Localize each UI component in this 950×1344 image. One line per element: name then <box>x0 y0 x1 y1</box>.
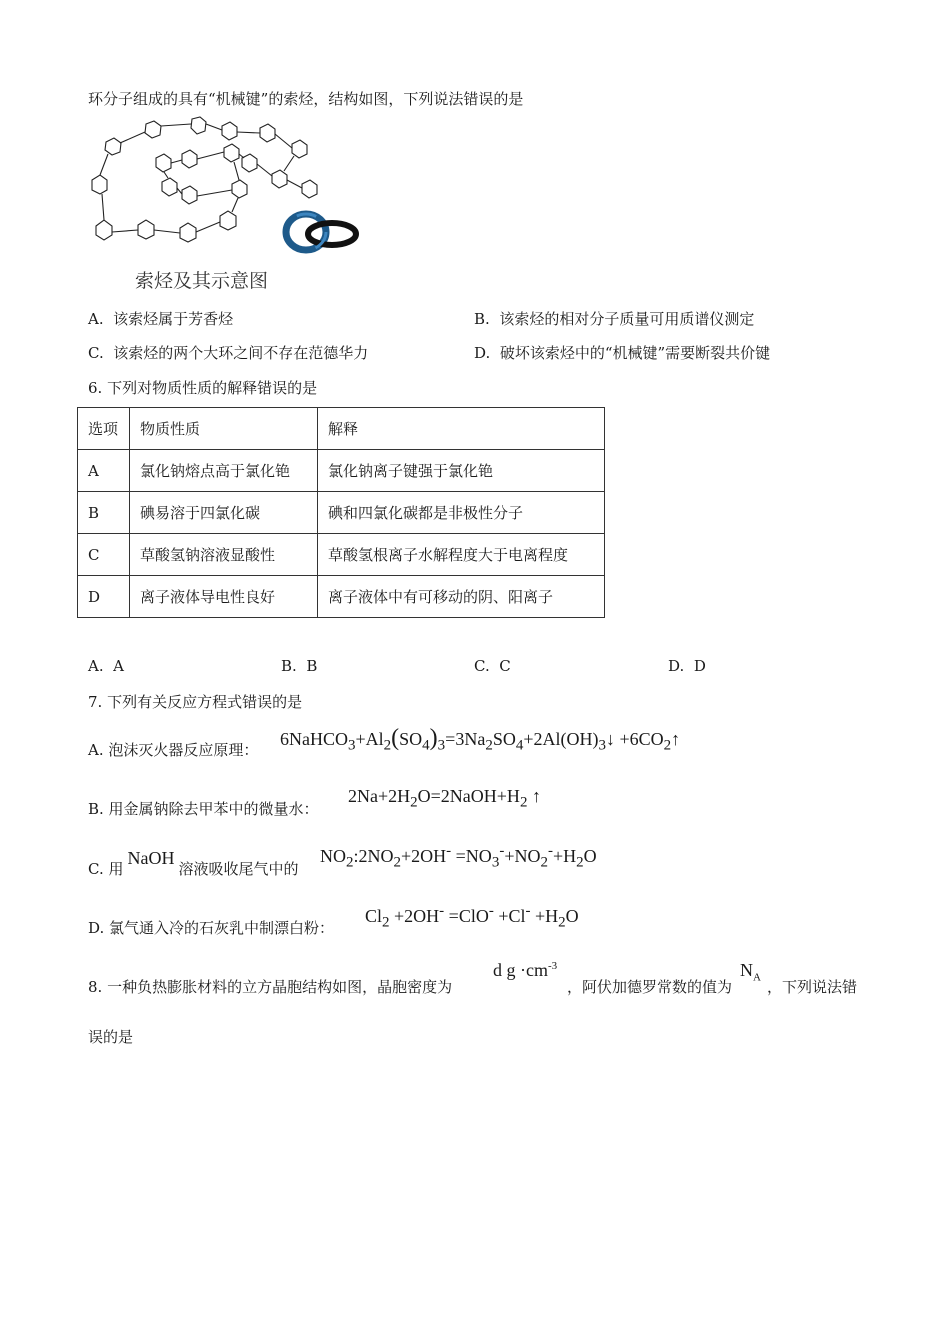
option-label: B. <box>474 310 490 328</box>
table-cell: C <box>78 534 130 576</box>
table-row <box>78 576 605 618</box>
option-text: 该索烃的相对分子质量可用质谱仪测定 <box>499 310 755 328</box>
option-text: B <box>306 657 318 675</box>
table-cell: 碘易溶于四氯化碳 <box>130 492 318 534</box>
q5-option-b <box>474 308 754 329</box>
q6-option-d <box>668 657 706 675</box>
benzene-ring <box>260 124 275 142</box>
table-cell: A <box>78 450 130 492</box>
table-row <box>78 534 605 576</box>
option-text: 该索烃的两个大环之间不存在范德华力 <box>113 344 369 362</box>
benzene-ring <box>162 178 177 196</box>
q5-option-a <box>88 308 233 329</box>
option-label: D. <box>668 657 685 675</box>
option-label: A. <box>88 310 104 328</box>
benzene-ring <box>92 175 107 194</box>
table-cell: D <box>78 576 130 618</box>
table-cell: B <box>78 492 130 534</box>
benzene-ring <box>302 180 317 198</box>
q8-density: d $g \cdot cm^{-3}$ <box>493 960 558 980</box>
q8-stem-part2: ，阿伏加德罗常数的值为 <box>567 978 733 996</box>
option-text: D <box>693 657 706 675</box>
table-cell: 草酸氢钠溶液显酸性 <box>130 534 318 576</box>
q7-equation-b: $2Na+2H_2O=2NaOH+H_2$ ↑ <box>348 786 541 811</box>
q5-option-d <box>474 342 770 363</box>
option-text: 该索烃属于芳香烃 <box>113 310 234 328</box>
catenane-structure-figure <box>84 114 364 264</box>
benzene-ring <box>272 170 287 188</box>
benzene-ring <box>220 211 236 230</box>
naoh-formula: NaOH <box>127 848 175 868</box>
table-header-cell: 选项 <box>78 408 130 450</box>
benzene-ring <box>191 117 206 134</box>
benzene-ring <box>182 186 197 204</box>
q6-stem: 6. 下列对物质性质的解释错误的是 <box>88 379 318 397</box>
q7-option-a-text: A. 泡沫灭火器反应原理： <box>88 741 259 759</box>
benzene-ring <box>138 220 154 239</box>
table-cell: 离子液体中有可移动的阴、阳离子 <box>318 576 605 618</box>
option-label: C. <box>88 344 104 362</box>
q5-stem: 环分子组成的具有“机械键”的索烃，结构如图，下列说法错误的是 <box>88 90 524 108</box>
q5-option-c <box>88 342 368 363</box>
q6-option-b <box>281 657 317 675</box>
benzene-ring <box>145 121 161 138</box>
q7-equation-a: $6NaHCO_3+Al_2(SO_4)_3=3Na_2SO_4+2Al(OH)_3↓$ $+6CO_2↑$ <box>280 725 681 754</box>
benzene-ring <box>222 122 237 140</box>
q7-equation-d: $Cl_2 +2OH^- =ClO^- +Cl^- +H_2O$ <box>365 903 579 931</box>
benzene-ring <box>180 223 196 242</box>
q6-option-c <box>474 657 511 675</box>
table-cell: 草酸氢根离子水解程度大于电离程度 <box>318 534 605 576</box>
benzene-ring <box>232 180 247 198</box>
benzene-ring <box>242 154 257 172</box>
table-cell: 氯化钠离子键强于氯化铯 <box>318 450 605 492</box>
q7-option-c-text: C. 用NaOH溶液吸收尾气中的 <box>88 848 299 878</box>
table-cell: 离子液体导电性良好 <box>130 576 318 618</box>
option-label: A. <box>88 657 104 675</box>
benzene-ring <box>182 150 197 168</box>
q7-option-d-text: D. 氯气通入冷的石灰乳中制漂白粉： <box>88 919 335 937</box>
benzene-ring <box>156 154 171 172</box>
option-label: B. <box>281 657 297 675</box>
q7-stem: 7. 下列有关反应方程式错误的是 <box>88 693 303 711</box>
table-row <box>78 450 605 492</box>
option-text: 破坏该索烃中的“机械键”需要断裂共价键 <box>499 344 771 362</box>
q7-option-b-text: B. 用金属钠除去甲苯中的微量水： <box>88 800 319 818</box>
q8-stem-part3: ，下列说法错 <box>767 978 858 996</box>
table-cell: 碘和四氯化碳都是非极性分子 <box>318 492 605 534</box>
q6-table <box>77 407 605 618</box>
table-header-cell: 解释 <box>318 408 605 450</box>
table-cell: 氯化钠熔点高于氯化铯 <box>130 450 318 492</box>
option-label: C. <box>474 657 490 675</box>
option-label: D. <box>474 344 491 362</box>
q6-option-a <box>88 657 124 675</box>
benzene-ring <box>292 140 307 158</box>
figure-caption: 索烃及其示意图 <box>135 270 269 292</box>
q8-stem-part1: 8. 一种负热膨胀材料的立方晶胞结构如图，晶胞密度为 <box>88 978 453 996</box>
benzene-ring <box>96 220 112 240</box>
benzene-ring <box>224 144 239 162</box>
option-text: C <box>499 657 511 675</box>
table-row <box>78 492 605 534</box>
benzene-ring <box>105 138 121 155</box>
interlocked-rings-icon <box>286 214 356 250</box>
table-header-cell: 物质性质 <box>130 408 318 450</box>
q7-equation-c: $NO_2:2NO_2+2OH^- =NO_3^-+NO_2^-+H_2O$ <box>320 843 597 871</box>
q8-stem-part4: 误的是 <box>88 1028 134 1046</box>
table-header-row <box>78 408 605 450</box>
q8-avogadro: $N_A$ <box>740 960 761 984</box>
option-text: A <box>113 657 124 675</box>
